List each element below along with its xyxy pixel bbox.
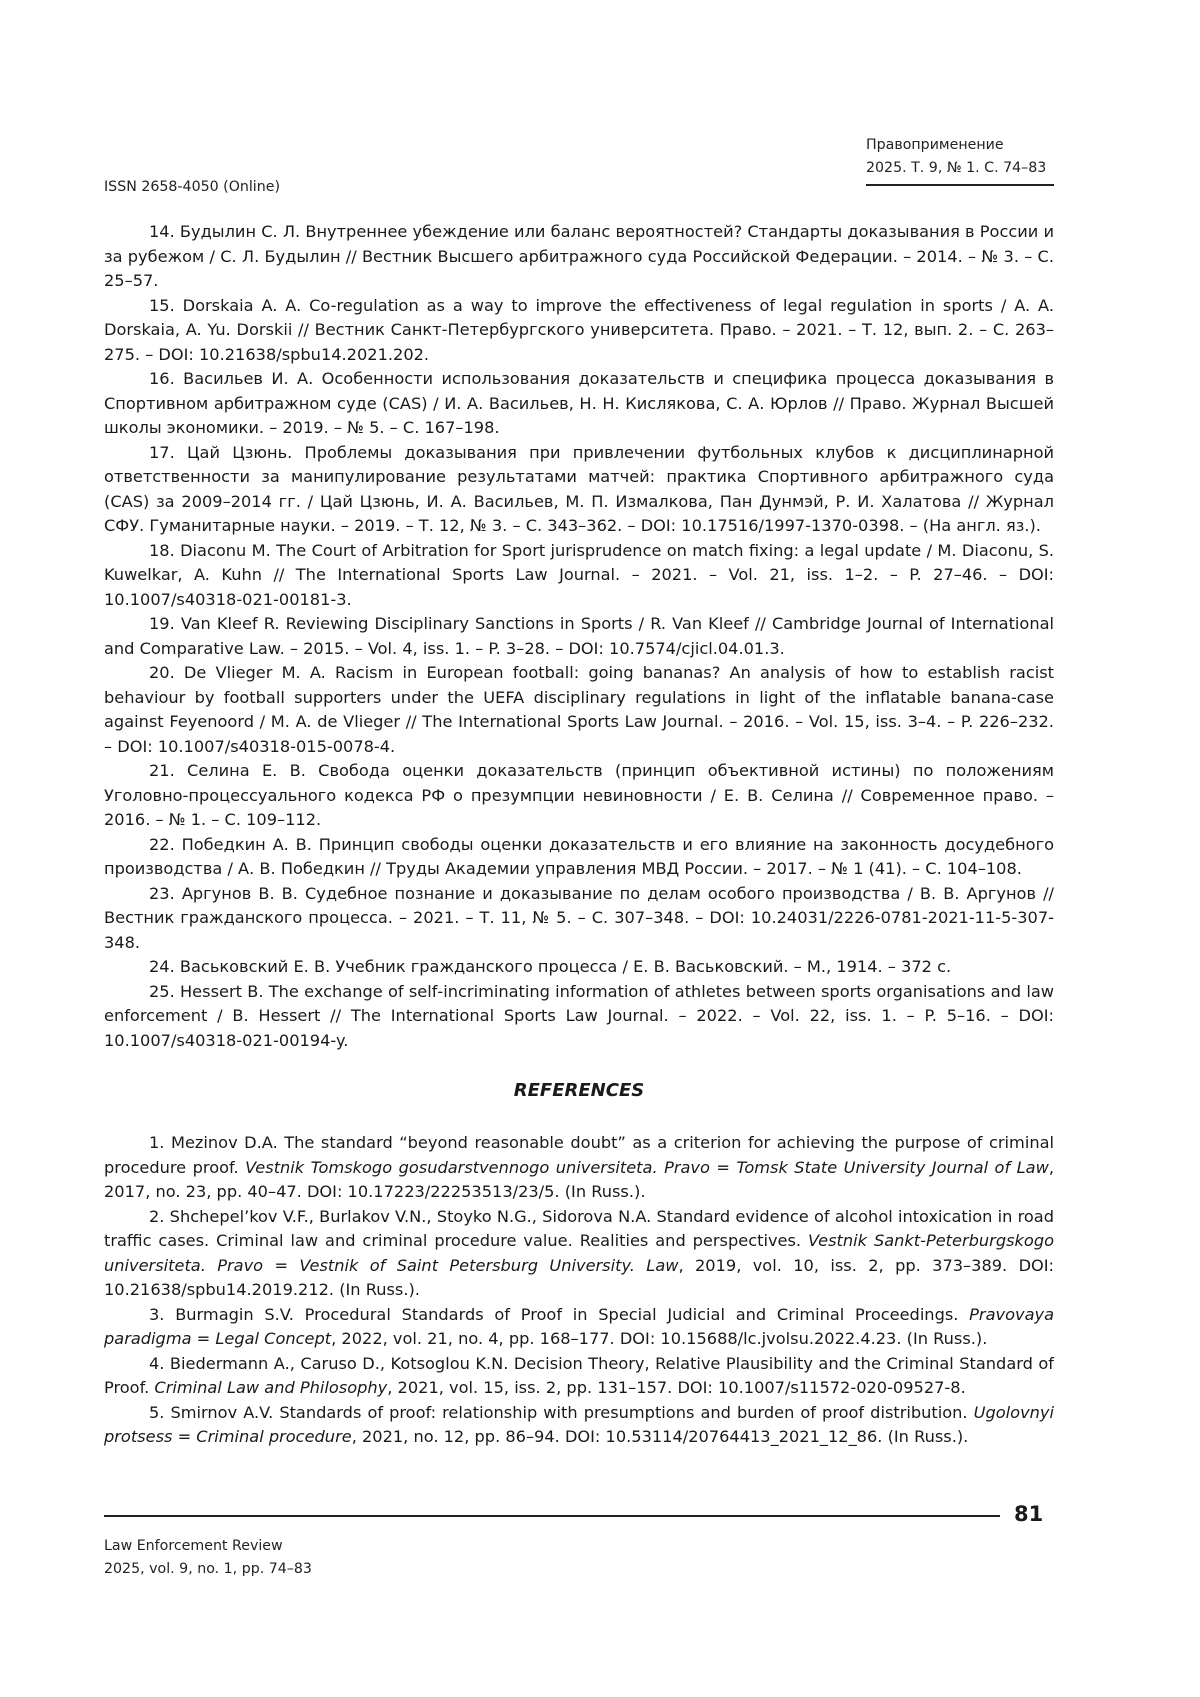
page-number: 81 <box>1014 1502 1043 1526</box>
references-heading: REFERENCES <box>104 1079 1054 1103</box>
article-body <box>104 220 1054 1450</box>
journal-name: Ugolovnyi protsess = Criminal procedure <box>104 1403 1054 1447</box>
issue-info-en: 2025, vol. 9, no. 1, pp. 74–83 <box>104 1558 312 1581</box>
reference-item: 24. Васьковский Е. В. Учебник гражданского процесса / Е. В. Васьковский. – М., 1914. – 372 с. <box>104 955 1054 980</box>
reference-details: , 2022, vol. 21, no. 4, pp. 168–177. DOI: 10.15688/lc.jvolsu.2022.4.23. (In Russ.). <box>331 1329 987 1348</box>
journal-name: Vestnik Tomskogo gosudarstvennogo universiteta. Pravo = Tomsk State University Journal of Law <box>245 1158 1049 1177</box>
journal-name: Vestnik Sankt-Peterburgskogo universiteta. Pravo = Vestnik of Saint Petersburg University. Law <box>104 1231 1054 1275</box>
reference-text: 1. Mezinov D.A. The standard “beyond reasonable doubt” as a criterion for achieving the purpose of criminal procedure proof. <box>104 1133 1054 1177</box>
footer-rule <box>104 1515 1000 1517</box>
reference-details: , 2021, vol. 15, iss. 2, pp. 131–157. DOI: 10.1007/s11572-020-09527-8. <box>387 1378 965 1397</box>
reference-text: 3. Burmagin S.V. Procedural Standards of Proof in Special Judicial and Criminal Proceedings. <box>149 1305 969 1324</box>
running-header-right <box>866 134 1046 180</box>
reference-item: 21. Селина Е. В. Свобода оценки доказательств (принцип объективной истины) по положениям Уголовно-процессуального кодекса РФ о презумпции невиновности / Е. В. Селина // Современное право. – 2016. – № 1. – С. 109–112. <box>104 759 1054 833</box>
issue-info-ru: 2025. Т. 9, № 1. С. 74–83 <box>866 157 1046 180</box>
reference-item <box>104 1303 1054 1352</box>
reference-details: , 2017, no. 23, pp. 40–47. DOI: 10.17223/22253513/23/5. (In Russ.). <box>104 1158 1054 1202</box>
journal-name: Criminal Law and Philosophy <box>154 1378 387 1397</box>
reference-details: , 2019, vol. 10, iss. 2, pp. 373–389. DOI: 10.21638/spbu14.2019.212. (In Russ.). <box>104 1256 1054 1300</box>
reference-text: 2. Shchepel’kov V.F., Burlakov V.N., Stoyko N.G., Sidorova N.A. Standard evidence of alcohol intoxication in road traffic cases. Criminal law and criminal procedure value. Realities and perspectives. <box>104 1207 1054 1251</box>
reference-item: 19. Van Kleef R. Reviewing Disciplinary Sanctions in Sports / R. Van Kleef // Cambridge Journal of International and Comparative Law. – 2015. – Vol. 4, iss. 1. – P. 3–28. – DOI: 10.7574/cjicl.04.01.3. <box>104 612 1054 661</box>
reference-item <box>104 1401 1054 1450</box>
reference-details: , 2021, no. 12, pp. 86–94. DOI: 10.53114/20764413_2021_12_86. (In Russ.). <box>352 1427 969 1446</box>
running-footer <box>104 1535 312 1581</box>
journal-title-en: Law Enforcement Review <box>104 1535 312 1558</box>
reference-item: 22. Победкин А. В. Принцип свободы оценки доказательств и его влияние на законность досудебного производства / А. В. Победкин // Труды Академии управления МВД России. – 2017. – № 1 (41). – С. 104–108. <box>104 833 1054 882</box>
reference-item: 15. Dorskaia A. A. Co-regulation as a way to improve the effectiveness of legal regulation in sports / A. A. Dorskaia, A. Yu. Dorskii // Вестник Санкт-Петербургского университета. Право. – 2021. – Т. 12, вып. 2. – С. 263–275. – DOI: 10.21638/spbu14.2021.202. <box>104 294 1054 368</box>
reference-item: 25. Hessert B. The exchange of self‑incriminating information of athletes between sports organisations and law enforcement / B. Hessert // The International Sports Law Journal. – 2022. – Vol. 22, iss. 1. – P. 5–16. – DOI: 10.1007/s40318-021-00194-y. <box>104 980 1054 1054</box>
reference-list-ru <box>104 220 1054 1053</box>
reference-item <box>104 1205 1054 1303</box>
reference-list-en <box>104 1131 1054 1450</box>
reference-item: 23. Аргунов В. В. Судебное познание и доказывание по делам особого производства / В. В. Аргунов // Вестник гражданского процесса. – 2021. – Т. 11, № 5. – С. 307–348. – DOI: 10.24031/2226-0781-2021-11-5-307-348. <box>104 882 1054 956</box>
reference-item: 17. Цай Цзюнь. Проблемы доказывания при привлечении футбольных клубов к дисциплинарной ответственности за манипулирование результатами матчей: практика Спортивного арбитражного суда (CAS) за 2009–2014 гг. / Цай Цзюнь, И. А. Васильев, М. П. Измалкова, Пан Дунмэй, Р. И. Халатова // Журнал СФУ. Гуманитарные науки. – 2019. – Т. 12, № 3. – С. 343–362. – DOI: 10.17516/1997-1370-0398. – (На англ. яз.). <box>104 441 1054 539</box>
issn: ISSN 2658-4050 (Online) <box>104 176 280 199</box>
reference-item: 16. Васильев И. А. Особенности использования доказательств и специфика процесса доказывания в Спортивном арбитражном суде (CAS) / И. А. Васильев, Н. Н. Кислякова, С. А. Юрлов // Право. Журнал Высшей школы экономики. – 2019. – № 5. – С. 167–198. <box>104 367 1054 441</box>
reference-item: 20. De Vlieger M. A. Racism in European football: going bananas? An analysis of how to establish racist behaviour by football supporters under the UEFA disciplinary regulations in light of the inflatable banana-case against Feyenoord / M. A. de Vlieger // The International Sports Law Journal. – 2016. – Vol. 15, iss. 3–4. – P. 226–232. – DOI: 10.1007/s40318-015-0078-4. <box>104 661 1054 759</box>
reference-item: 14. Будылин С. Л. Внутреннее убеждение или баланс вероятностей? Стандарты доказывания в России и за рубежом / С. Л. Будылин // Вестник Высшего арбитражного суда Российской Федерации. – 2014. – № 3. – С. 25–57. <box>104 220 1054 294</box>
reference-text: 4. Biedermann A., Caruso D., Kotsoglou K.N. Decision Theory, Relative Plausibility and the Criminal Standard of Proof. <box>104 1354 1054 1398</box>
header-rule <box>866 184 1054 186</box>
reference-item <box>104 1352 1054 1401</box>
reference-item: 18. Diaconu M. The Court of Arbitration for Sport jurisprudence on match fixing: a legal update / M. Diaconu, S. Kuwelkar, A. Kuhn // The International Sports Law Journal. – 2021. – Vol. 21, iss. 1–2. – P. 27–46. – DOI: 10.1007/s40318-021-00181-3. <box>104 539 1054 613</box>
journal-name: Pravovaya paradigma = Legal Concept <box>104 1305 1054 1349</box>
reference-text: 5. Smirnov A.V. Standards of proof: relationship with presumptions and burden of proof distribution. <box>149 1403 974 1422</box>
reference-item <box>104 1131 1054 1205</box>
journal-title-ru: Правоприменение <box>866 134 1046 157</box>
